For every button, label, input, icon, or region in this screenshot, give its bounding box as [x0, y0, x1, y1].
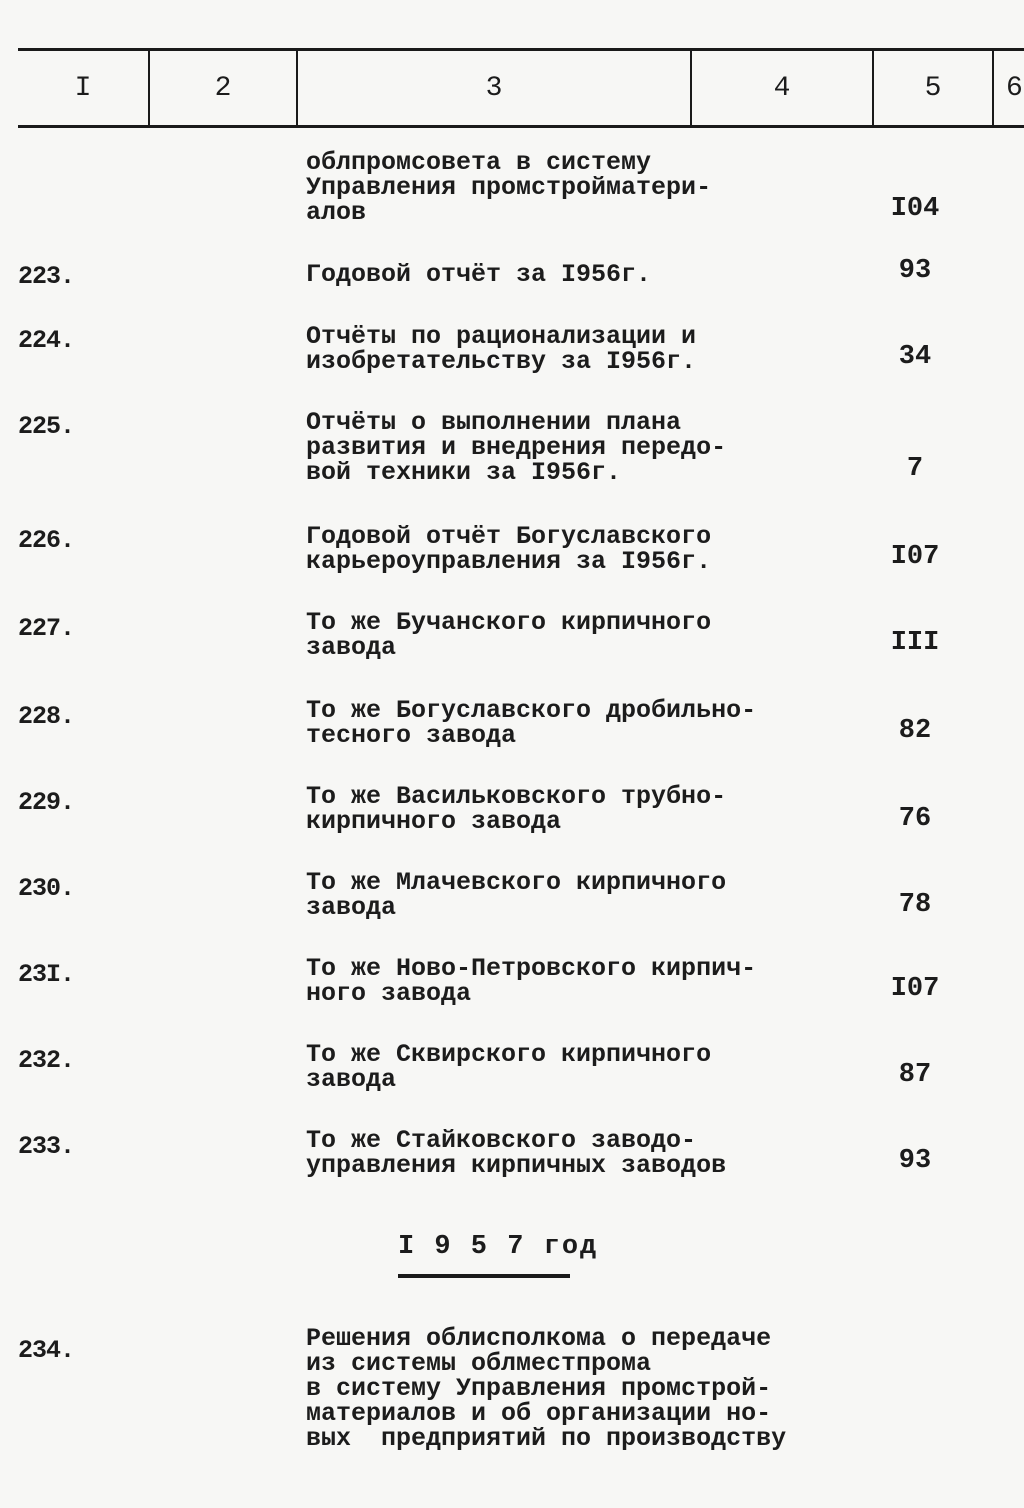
entry-number: 226. — [18, 526, 75, 555]
entry-number: 223. — [18, 262, 75, 291]
entry-sheet-count: 7 — [906, 454, 924, 484]
entry-sheet-count: 34 — [898, 342, 932, 372]
column-header-row — [18, 48, 1024, 128]
entry-title: То же Стайковского заводо- управления кирпичных заводов — [306, 1126, 727, 1180]
entry-number: 229. — [18, 788, 75, 817]
entry-title: Отчёты по рационализации и изобретательству за I956г. — [306, 322, 697, 376]
entry-title: То же Богуславского дробильно- тесного завода — [306, 696, 757, 750]
entry-sheet-count: 87 — [898, 1060, 932, 1090]
entry-sheet-count: 76 — [898, 804, 932, 834]
entry-sheet-count: 93 — [898, 1146, 932, 1176]
column-header-3: 3 — [298, 51, 692, 125]
entry-number: 232. — [18, 1046, 75, 1075]
entry-number: 233. — [18, 1132, 75, 1161]
entry-title: Годовой отчёт Богуславского карьероуправления за I956г. — [306, 522, 712, 576]
entry-title: То же Млачевского кирпичного завода — [306, 868, 727, 922]
entry-number: 228. — [18, 702, 75, 731]
entry-sheet-count: I07 — [890, 542, 940, 572]
year-heading-underline — [398, 1274, 570, 1278]
entry-number: 230. — [18, 874, 75, 903]
entry-title: Отчёты о выполнении плана развития и внедрения передо- вой техники за I956г. — [306, 408, 727, 487]
entry-number: 23I. — [18, 960, 75, 989]
entry-title: То же Бучанского кирпичного завода — [306, 608, 712, 662]
column-header-4: 4 — [692, 51, 874, 125]
year-heading: I 9 5 7 год — [398, 1232, 599, 1262]
entry-title: Решения облисполкома о передаче из системы облместпрома в систему Управления промстрой- материалов и об организации но- вых предприятий по производству — [306, 1324, 787, 1453]
entry-title: То же Васильковского трубно- кирпичного завода — [306, 782, 727, 836]
entry-number: 225. — [18, 412, 75, 441]
entry-number: 234. — [18, 1336, 75, 1365]
column-header-6: 6 — [1006, 72, 1023, 104]
entry-number: 227. — [18, 614, 75, 643]
column-header-2: 2 — [150, 51, 298, 125]
entry-sheet-count: I07 — [890, 974, 940, 1004]
continuation-title: облпромсовета в систему Управления промстройматери- алов — [306, 148, 712, 227]
entry-sheet-count: 82 — [898, 716, 932, 746]
column-header-1: I — [18, 51, 150, 125]
entry-sheet-count: III — [890, 628, 940, 658]
column-header-5: 5 — [874, 51, 994, 125]
entry-sheet-count: 78 — [898, 890, 932, 920]
continuation-sheet-count: I04 — [890, 194, 940, 224]
entry-number: 224. — [18, 326, 75, 355]
entry-title: Годовой отчёт за I956г. — [306, 260, 652, 289]
entry-title: То же Сквирского кирпичного завода — [306, 1040, 712, 1094]
entry-sheet-count: 93 — [898, 256, 932, 286]
entry-title: То же Ново-Петровского кирпич- ного завода — [306, 954, 757, 1008]
